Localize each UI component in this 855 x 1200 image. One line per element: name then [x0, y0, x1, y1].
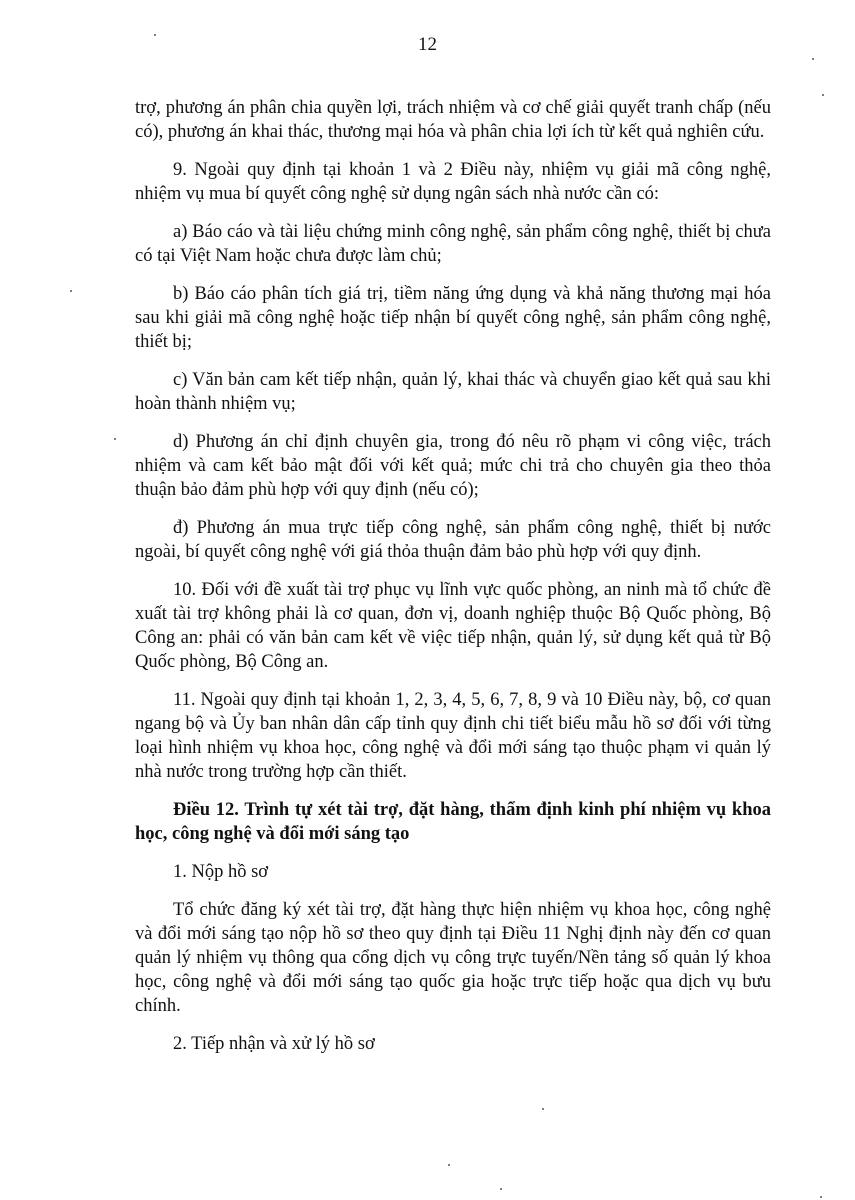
- clause-11: 11. Ngoài quy định tại khoản 1, 2, 3, 4, 5, 6, 7, 8, 9 và 10 Điều này, bộ, cơ quan ngang bộ và Ủy ban nhân dân cấp tỉnh quy định chi tiết biểu mẫu hồ sơ đối với từng loại hình nhiệm vụ khoa học, công nghệ và đổi mới sáng tạo thuộc phạm vi quản lý nhà nước trong trường hợp cần thiết.: [135, 690, 771, 782]
- section-1-title: 1. Nộp hồ sơ: [173, 862, 269, 882]
- scan-speck: [822, 94, 824, 96]
- scan-speck: [542, 1108, 544, 1110]
- clause-9-item-c: c) Văn bản cam kết tiếp nhận, quản lý, khai thác và chuyển giao kết quả sau khi hoàn thành nhiệm vụ;: [135, 370, 771, 414]
- scan-speck: [812, 58, 814, 60]
- clause-10: 10. Đối với đề xuất tài trợ phục vụ lĩnh vực quốc phòng, an ninh mà tổ chức đề xuất tài trợ không phải là cơ quan, đơn vị, doanh nghiệp thuộc Bộ Quốc phòng, Bộ Công an: phải có văn bản cam kết về việc tiếp nhận, quản lý, sử dụng kết quả từ Bộ Quốc phòng, Bộ Công an.: [135, 580, 771, 672]
- document-body: [135, 96, 771, 1070]
- article-12-heading: Điều 12. Trình tự xét tài trợ, đặt hàng, thẩm định kinh phí nhiệm vụ khoa học, công nghệ và đổi mới sáng tạo: [135, 800, 771, 844]
- clause-9-item-dd: đ) Phương án mua trực tiếp công nghệ, sản phẩm công nghệ, thiết bị nước ngoài, bí quyết công nghệ với giá thỏa thuận đảm bảo phù hợp với quy định.: [135, 518, 771, 562]
- scan-speck: [114, 438, 116, 440]
- paragraph-continuation: trợ, phương án phân chia quyền lợi, trách nhiệm và cơ chế giải quyết tranh chấp (nếu có), phương án khai thác, thương mại hóa và phân chia lợi ích từ kết quả nghiên cứu.: [135, 98, 771, 142]
- clause-9-item-b: b) Báo cáo phân tích giá trị, tiềm năng ứng dụng và khả năng thương mại hóa sau khi giải mã công nghệ hoặc tiếp nhận bí quyết công nghệ, sản phẩm công nghệ, thiết bị;: [135, 284, 771, 352]
- scan-speck: [70, 290, 72, 292]
- scan-speck: [448, 1164, 450, 1166]
- section-1-body: Tổ chức đăng ký xét tài trợ, đặt hàng thực hiện nhiệm vụ khoa học, công nghệ và đổi mới sáng tạo nộp hồ sơ theo quy định tại Điều 11 Nghị định này đến cơ quan quản lý nhiệm vụ thông qua cổng dịch vụ công trực tuyến/Nền tảng số quản lý khoa học, công nghệ và đổi mới sáng tạo quốc gia hoặc trực tiếp hoặc qua dịch vụ bưu chính.: [135, 900, 771, 1016]
- scan-speck: [500, 1188, 502, 1190]
- clause-9: 9. Ngoài quy định tại khoản 1 và 2 Điều này, nhiệm vụ giải mã công nghệ, nhiệm vụ mua bí quyết công nghệ sử dụng ngân sách nhà nước cần có:: [135, 160, 771, 204]
- section-2-title: 2. Tiếp nhận và xử lý hồ sơ: [173, 1034, 375, 1054]
- clause-9-item-d: d) Phương án chỉ định chuyên gia, trong đó nêu rõ phạm vi công việc, trách nhiệm và cam kết bảo mật đối với kết quả; mức chi trả cho chuyên gia theo thỏa thuận bảo đảm phù hợp với quy định (nếu có);: [135, 432, 771, 500]
- clause-9-item-a: a) Báo cáo và tài liệu chứng minh công nghệ, sản phẩm công nghệ, thiết bị chưa có tại Việt Nam hoặc chưa được làm chủ;: [135, 222, 771, 266]
- scan-speck: [154, 34, 156, 36]
- scan-speck: [820, 1196, 822, 1198]
- page-number: 12: [418, 34, 437, 55]
